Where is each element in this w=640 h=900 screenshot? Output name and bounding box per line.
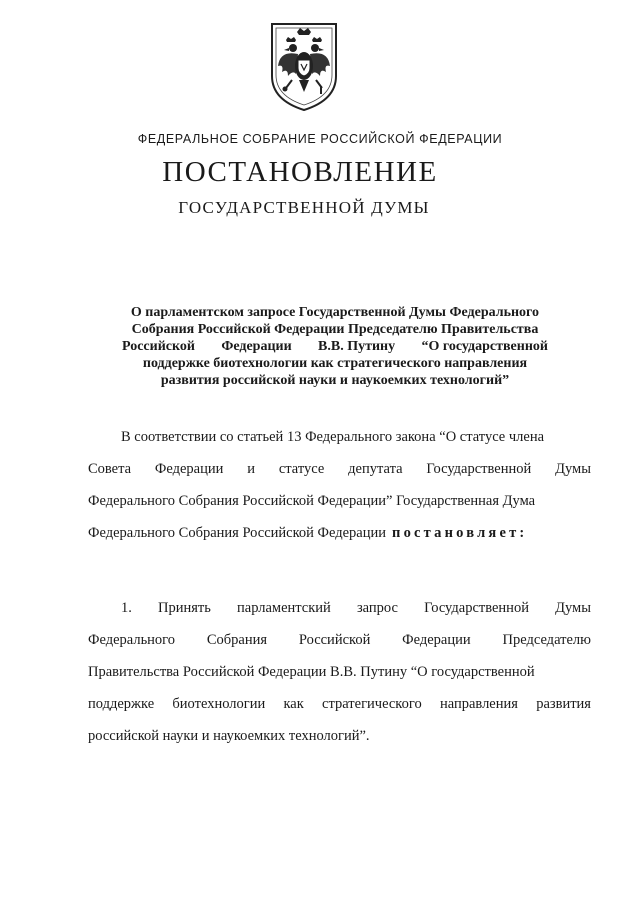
subject-word: В.В. Путину (318, 339, 396, 354)
subject-word: “О государственной (421, 339, 548, 354)
paragraph-line: российской науки и наукоемких технологий”. (88, 728, 370, 744)
subject-line: развития российской науки и наукоемких технологий” (160, 373, 510, 388)
issuer-heading: ГОСУДАРСТВЕННОЙ ДУМЫ (178, 198, 430, 217)
word: стратегического (322, 696, 422, 712)
subject-word: Федерации (221, 339, 292, 354)
paragraph-line (88, 688, 591, 720)
word: Федерации (154, 461, 224, 477)
document-type-title: ПОСТАНОВЛЕНИЕ (162, 156, 438, 188)
word: биотехнологии (172, 696, 266, 712)
word: парламентский (237, 600, 331, 616)
word: Собрания (206, 632, 268, 648)
word: Федерации (402, 632, 471, 648)
item-number: 1. (121, 600, 132, 616)
paragraph-line (88, 624, 591, 656)
paragraph-line: Федерального Собрания Российской Федерации” Государственная Дума (88, 493, 536, 509)
preamble-paragraph (88, 421, 591, 549)
word: Государственной (426, 461, 532, 477)
word: Принять (158, 600, 211, 616)
subject-line: поддержке биотехнологии как стратегического направления (142, 356, 528, 371)
word: статусе (278, 461, 325, 477)
word: Думы (555, 461, 591, 477)
word: Российской (298, 632, 371, 648)
word: Совета (88, 461, 132, 477)
paragraph-line: Правительства Российской Федерации В.В. Путину “О государственной (88, 664, 535, 680)
word: как (283, 696, 304, 712)
word: запрос (356, 600, 398, 616)
word: депутата (348, 461, 403, 477)
paragraph-line (88, 592, 591, 624)
word: Думы (555, 600, 591, 616)
item-1-paragraph (88, 592, 591, 752)
subject-line: О парламентском запросе Государственной Думы Федерального (130, 305, 540, 320)
word: Председателю (502, 632, 591, 648)
word: Государственной (424, 600, 529, 616)
paragraph-line (88, 453, 591, 485)
word: поддержке (88, 696, 155, 712)
subject-line (110, 338, 560, 355)
decides-keyword: постановляет: (392, 525, 528, 541)
paragraph-text: Федерального Собрания Российской Федерации (88, 525, 387, 541)
subject-word: Российской (122, 339, 195, 354)
subject-line: Собрания Российской Федерации Председателю Правительства (131, 322, 539, 337)
word: и (247, 461, 256, 477)
resolution-subject (110, 304, 560, 389)
assembly-heading: ФЕДЕРАЛЬНОЕ СОБРАНИЕ РОССИЙСКОЙ ФЕДЕРАЦИИ (137, 132, 503, 146)
paragraph-line (88, 517, 591, 549)
paragraph-line: В соответствии со статьей 13 Федерального закона “О статусе члена (121, 429, 545, 445)
word: развития (536, 696, 591, 712)
double-headed-eagle-coat-of-arms-icon (266, 20, 342, 112)
word: Федерального (88, 632, 176, 648)
word: направления (439, 696, 518, 712)
